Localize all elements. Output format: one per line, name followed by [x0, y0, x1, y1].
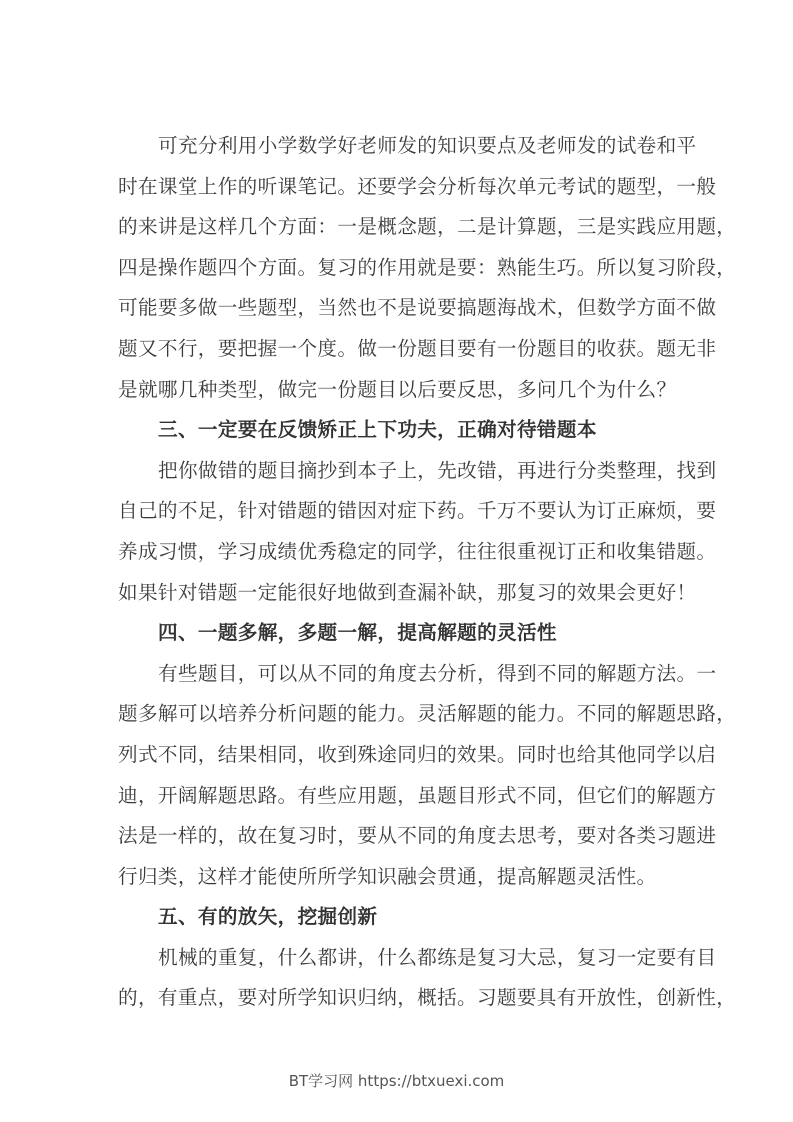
section-heading-3: 三、一定要在反馈矫正上下功夫，正确对待错题本 [158, 418, 597, 442]
paragraph-line: 行归类，这样才能使所所学知识融会贯通，提高解题灵活性。 [118, 864, 657, 888]
document-page [118, 126, 737, 1019]
paragraph-line: 机械的重复，什么都讲，什么都练是复习大忌，复习一定要有目 [158, 945, 717, 969]
paragraph-line: 列式不同，结果相同，收到殊途同归的效果。同时也给其他同学以启 [118, 742, 717, 766]
paragraph-line: 有些题目，可以从不同的角度去分析，得到不同的解题方法。一 [158, 661, 717, 685]
section-heading-4: 四、一题多解，多题一解，提高解题的灵活性 [158, 621, 557, 645]
paragraph-line: 时在课堂上作的听课笔记。还要学会分析每次单元考试的题型，一般 [118, 174, 717, 198]
section-heading-5: 五、有的放矢，挖掘创新 [158, 905, 378, 929]
paragraph-line: 把你做错的题目摘抄到本子上，先改错，再进行分类整理，找到 [158, 458, 717, 482]
footer-watermark: BT学习网 https://btxuexi.com [288, 1072, 505, 1090]
paragraph-line: 如果针对错题一定能很好地做到查漏补缺，那复习的效果会更好！ [118, 580, 697, 604]
paragraph-line: 的，有重点，要对所学知识归纳，概括。习题要具有开放性，创新性， [118, 986, 737, 1010]
paragraph-line: 题多解可以培养分析问题的能力。灵活解题的能力。不同的解题思路， [118, 702, 737, 726]
paragraph-line: 自己的不足，针对错题的错因对症下药。千万不要认为订正麻烦，要 [118, 499, 717, 523]
paragraph-line: 可充分利用小学数学好老师发的知识要点及老师发的试卷和平 [158, 134, 697, 157]
paragraph-line: 迪，开阔解题思路。有些应用题，虽题目形式不同，但它们的解题方 [118, 783, 717, 807]
paragraph-line: 是就哪几种类型，做完一份题目以后要反思，多问几个为什么？ [118, 377, 677, 401]
paragraph-line: 养成习惯，学习成绩优秀稳定的同学，往往很重视订正和收集错题。 [118, 539, 717, 563]
paragraph-line: 题又不行，要把握一个度。做一份题目要有一份题目的收获。题无非 [118, 336, 717, 360]
paragraph-line: 的来讲是这样几个方面：一是概念题，二是计算题，三是实践应用题， [118, 215, 737, 239]
paragraph-line: 可能要多做一些题型，当然也不是说要搞题海战术，但数学方面不做 [118, 296, 717, 320]
paragraph-line: 四是操作题四个方面。复习的作用就是要：熟能生巧。所以复习阶段， [118, 255, 737, 279]
paragraph-line: 法是一样的，故在复习时，要从不同的角度去思考，要对各类习题进 [118, 824, 717, 848]
